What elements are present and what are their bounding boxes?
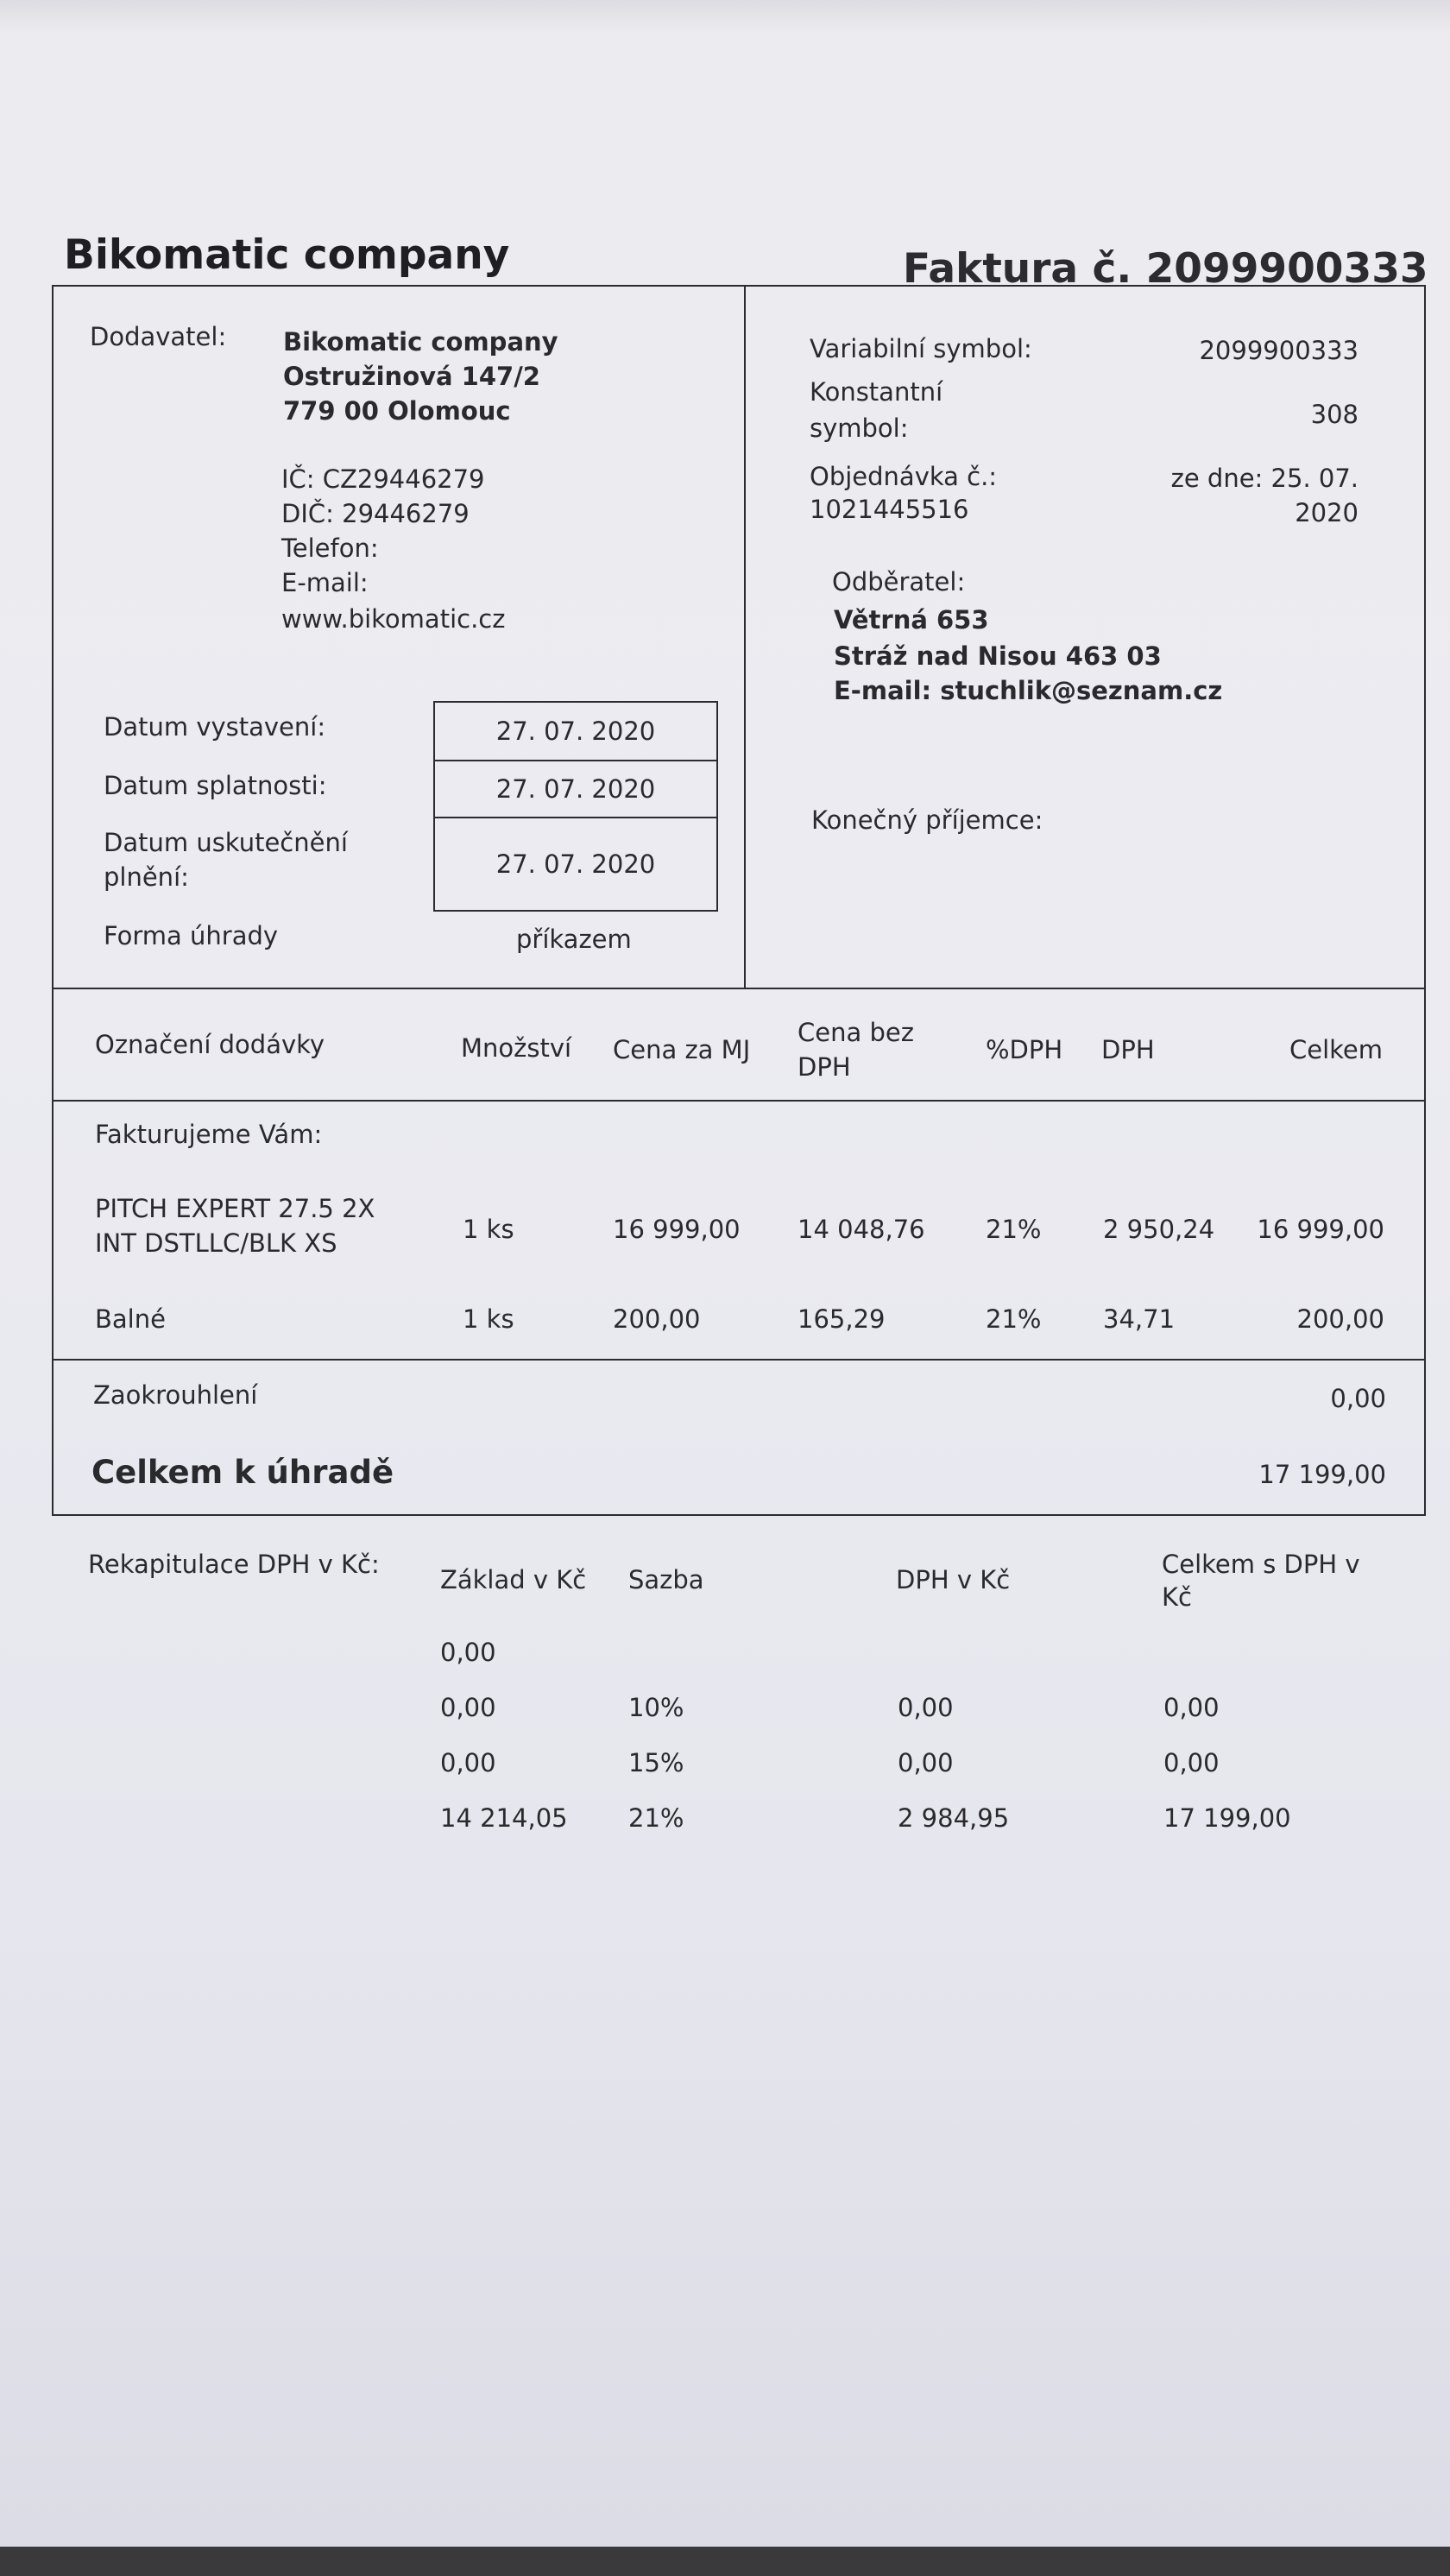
supplier-name: Bikomatic company — [283, 327, 558, 357]
item-2-unit-price: 200,00 — [613, 1304, 701, 1334]
item-2-net: 165,29 — [798, 1304, 886, 1334]
customer-city: Stráž nad Nisou 463 03 — [834, 641, 1162, 671]
col-header-desc: Označení dodávky — [95, 1030, 325, 1059]
constant-symbol: 308 — [1310, 400, 1359, 429]
supplier-street: Ostružinová 147/2 — [283, 362, 540, 391]
order-number: 1021445516 — [810, 495, 969, 524]
item-1-unit-price: 16 999,00 — [613, 1215, 741, 1244]
col-header-qty: Množství — [461, 1033, 572, 1063]
customer-label: Odběratel: — [832, 567, 966, 597]
vat-row-2-total: 0,00 — [1163, 1693, 1220, 1722]
date-taxable: 27. 07. 2020 — [495, 849, 656, 879]
vat-summary-label: Rekapitulace DPH v Kč: — [88, 1550, 380, 1579]
item-1-vat: 2 950,24 — [1103, 1215, 1215, 1244]
supplier-phone-label: Telefon: — [281, 534, 379, 563]
customer-street: Větrná 653 — [834, 605, 989, 635]
vat-row-4-base: 14 214,05 — [440, 1803, 568, 1833]
customer-email: E-mail: stuchlik@seznam.cz — [834, 676, 1223, 705]
supplier-web: www.bikomatic.cz — [281, 604, 506, 634]
item-2-total: 200,00 — [1296, 1304, 1384, 1334]
variable-symbol-label: Variabilní symbol: — [810, 334, 1032, 363]
item-2-vat: 34,71 — [1103, 1304, 1176, 1334]
item-1-desc-2: INT DSTLLC/BLK XS — [95, 1228, 337, 1258]
date-taxable-label-2: plnění: — [104, 862, 189, 892]
item-1-total: 16 999,00 — [1257, 1215, 1384, 1244]
supplier-city: 779 00 Olomouc — [283, 396, 511, 426]
col-header-vat-pct: %DPH — [986, 1035, 1063, 1064]
vat-row-4-rate: 21% — [628, 1803, 684, 1833]
item-2-desc-1: Balné — [95, 1304, 166, 1334]
total-due-value: 17 199,00 — [1258, 1460, 1386, 1489]
supplier-label: Dodavatel: — [90, 322, 227, 351]
vat-row-2-rate: 10% — [628, 1693, 684, 1722]
constant-symbol-label-2: symbol: — [810, 414, 909, 443]
total-due-label: Celkem k úhradě — [91, 1454, 394, 1491]
vat-row-2-base: 0,00 — [440, 1693, 496, 1722]
vat-header-vat: DPH v Kč — [896, 1565, 1011, 1594]
final-recipient-label: Konečný příjemce: — [811, 805, 1043, 835]
col-header-net-1: Cena bez — [798, 1018, 914, 1047]
payment-method: příkazem — [516, 925, 632, 954]
vat-row-3-base: 0,00 — [440, 1748, 496, 1777]
supplier-email-label: E-mail: — [281, 568, 369, 597]
date-due-label: Datum splatnosti: — [104, 771, 327, 800]
item-2-qty: 1 ks — [463, 1304, 514, 1334]
date-issued-label: Datum vystavení: — [104, 712, 326, 742]
payment-method-label: Forma úhrady — [104, 921, 279, 950]
vat-row-4-total: 17 199,00 — [1163, 1803, 1291, 1833]
vat-row-3-rate: 15% — [628, 1748, 684, 1777]
vat-row-4-vat: 2 984,95 — [898, 1803, 1010, 1833]
vat-row-3-total: 0,00 — [1163, 1748, 1220, 1777]
rounding-value: 0,00 — [1330, 1384, 1386, 1413]
date-taxable-label-1: Datum uskutečnění — [104, 828, 348, 857]
vat-header-total-1: Celkem s DPH v — [1162, 1550, 1360, 1579]
invoice-heading: Faktura č. 2099900333 — [903, 245, 1428, 293]
order-date-1: ze dne: 25. 07. — [1170, 464, 1359, 493]
company-heading: Bikomatic company — [64, 231, 510, 279]
vat-row-2-vat: 0,00 — [898, 1693, 954, 1722]
items-intro: Fakturujeme Vám: — [95, 1120, 323, 1149]
vat-header-base: Základ v Kč — [440, 1565, 587, 1594]
paper-shadow — [0, 0, 1450, 35]
item-2-vat-pct: 21% — [986, 1304, 1042, 1334]
item-1-vat-pct: 21% — [986, 1215, 1042, 1244]
date-due: 27. 07. 2020 — [495, 774, 656, 804]
table-header-divider — [52, 1100, 1426, 1102]
col-header-vat: DPH — [1101, 1035, 1155, 1064]
vat-header-total-2: Kč — [1162, 1582, 1192, 1612]
col-header-unit-price: Cena za MJ — [613, 1035, 751, 1064]
order-date-2: 2020 — [1295, 498, 1359, 527]
vat-row-1-base: 0,00 — [440, 1638, 496, 1667]
vat-header-rate: Sazba — [628, 1565, 704, 1594]
header-divider — [52, 988, 1426, 989]
constant-symbol-label-1: Konstantní — [810, 377, 943, 407]
col-header-total: Celkem — [1289, 1035, 1383, 1064]
frame-vertical-divider — [744, 285, 746, 989]
items-divider — [52, 1359, 1426, 1361]
item-1-net: 14 048,76 — [798, 1215, 925, 1244]
date-issued: 27. 07. 2020 — [495, 717, 656, 746]
vat-row-3-vat: 0,00 — [898, 1748, 954, 1777]
supplier-dic: DIČ: 29446279 — [281, 499, 470, 528]
rounding-label: Zaokrouhlení — [93, 1380, 258, 1410]
item-1-desc-1: PITCH EXPERT 27.5 2X — [95, 1194, 375, 1223]
supplier-ic: IČ: CZ29446279 — [281, 464, 485, 494]
col-header-net-2: DPH — [798, 1052, 851, 1082]
variable-symbol: 2099900333 — [1199, 336, 1359, 365]
item-1-qty: 1 ks — [463, 1215, 514, 1244]
order-label: Objednávka č.: — [810, 462, 998, 491]
